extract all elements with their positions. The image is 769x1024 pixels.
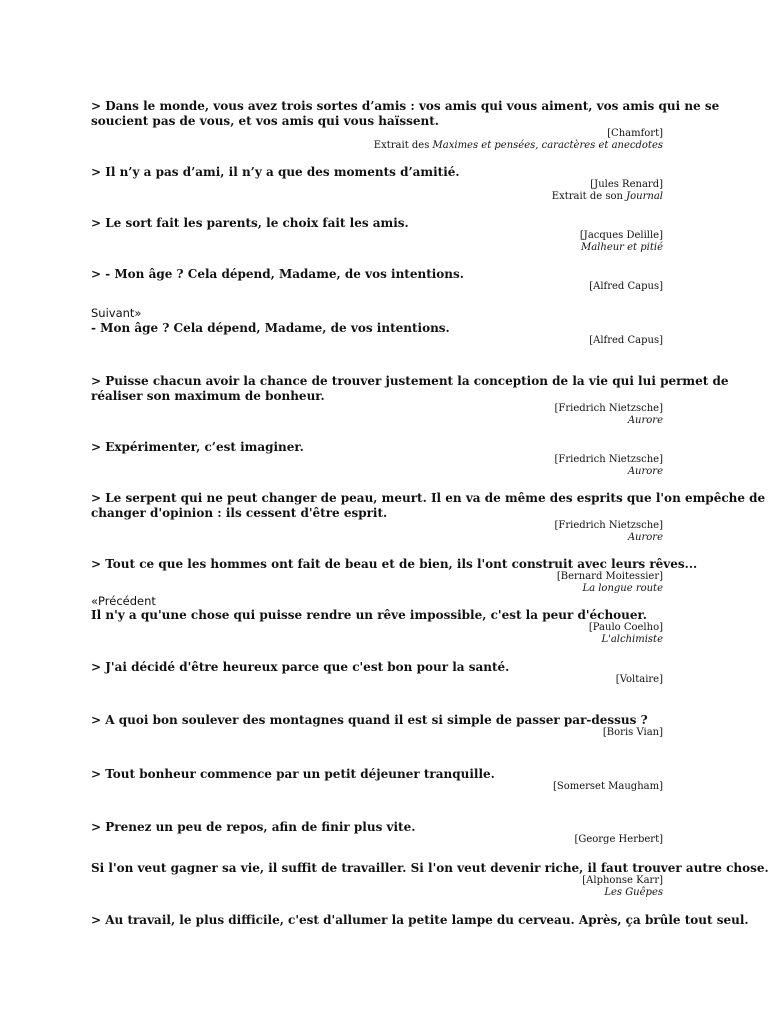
quote-author: [Alfred Capus] bbox=[589, 281, 663, 292]
quote-text: Il n'y a qu'une chose qui puisse rendre un rêve impossible, c'est la peur d'échouer. bbox=[91, 608, 647, 622]
quote-author: [Alfred Capus] bbox=[589, 335, 663, 346]
quote-author: [Boris Vian] bbox=[602, 727, 663, 738]
quote-text: > Tout bonheur commence par un petit déjeuner tranquille. bbox=[91, 767, 495, 781]
quote-text: - Mon âge ? Cela dépend, Madame, de vos intentions. bbox=[91, 321, 450, 335]
quote-author: [Friedrich Nietzsche] bbox=[554, 454, 663, 465]
quote-text: > Le serpent qui ne peut changer de peau, meurt. Il en va de même des esprits que l'on empêche de bbox=[91, 491, 766, 505]
quote-author: [George Herbert] bbox=[574, 834, 663, 845]
quote-source: Aurore bbox=[627, 532, 663, 543]
quote-text: > Il n’y a pas d’ami, il n’y a que des moments d’amitié. bbox=[91, 165, 460, 179]
quote-source: L'alchimiste bbox=[601, 634, 663, 645]
quote-text: Si l'on veut gagner sa vie, il suffit de travailler. Si l'on veut devenir riche, il faut trouver autre chose. bbox=[91, 861, 769, 875]
quote-author: [Friedrich Nietzsche] bbox=[554, 403, 663, 414]
quote-author: [Somerset Maugham] bbox=[552, 781, 663, 792]
quote-author: [Paulo Coelho] bbox=[588, 622, 663, 633]
quote-text: > Le sort fait les parents, le choix fait les amis. bbox=[91, 216, 409, 230]
quote-author: [Voltaire] bbox=[615, 674, 663, 685]
quote-source: Aurore bbox=[627, 466, 663, 477]
quote-text: > A quoi bon soulever des montagnes quand il est si simple de passer par-dessus ? bbox=[91, 713, 648, 727]
quote-text: > J'ai décidé d'être heureux parce que c'est bon pour la santé. bbox=[91, 660, 510, 674]
quote-text: > Prenez un peu de repos, afin de finir plus vite. bbox=[91, 820, 416, 834]
quote-author: [Jules Renard] bbox=[590, 179, 663, 190]
quote-author: [Bernard Moitessier] bbox=[556, 571, 663, 582]
previous-link[interactable]: «Précédent bbox=[91, 594, 156, 608]
quote-source: Aurore bbox=[627, 415, 663, 426]
quote-author: [Chamfort] bbox=[607, 128, 663, 139]
quote-text: > Puisse chacun avoir la chance de trouver justement la conception de la vie qui lui permet de bbox=[91, 374, 729, 388]
quote-text: réaliser son maximum de bonheur. bbox=[91, 389, 325, 403]
quote-text: > - Mon âge ? Cela dépend, Madame, de vos intentions. bbox=[91, 267, 464, 281]
quote-author: [Alphonse Karr] bbox=[582, 875, 663, 886]
quote-text: > Au travail, le plus difficile, c'est d'allumer la petite lampe du cerveau. Après, ça brûle tout seul. bbox=[91, 913, 749, 927]
quote-author: [Friedrich Nietzsche] bbox=[554, 520, 663, 531]
quote-source: Les Guêpes bbox=[604, 887, 663, 898]
quote-text: soucient pas de vous, et vos amis qui vous haïssent. bbox=[91, 114, 439, 128]
quote-source: La longue route bbox=[582, 583, 663, 594]
quote-text: > Dans le monde, vous avez trois sortes d’amis : vos amis qui vous aiment, vos amis qui ne se bbox=[91, 99, 720, 113]
quote-source: Extrait de son Journal bbox=[551, 191, 663, 202]
quote-text: changer d'opinion : ils cessent d'être esprit. bbox=[91, 506, 388, 520]
next-link[interactable]: Suivant» bbox=[91, 306, 142, 320]
quote-source: Extrait des Maximes et pensées, caractères et anecdotes bbox=[373, 140, 663, 151]
quote-author: [Jacques Delille] bbox=[579, 230, 663, 241]
quote-text: > Tout ce que les hommes ont fait de beau et de bien, ils l'ont construit avec leurs rêves... bbox=[91, 557, 698, 571]
quote-source: Malheur et pitié bbox=[580, 242, 663, 253]
quote-text: > Expérimenter, c’est imaginer. bbox=[91, 440, 304, 454]
